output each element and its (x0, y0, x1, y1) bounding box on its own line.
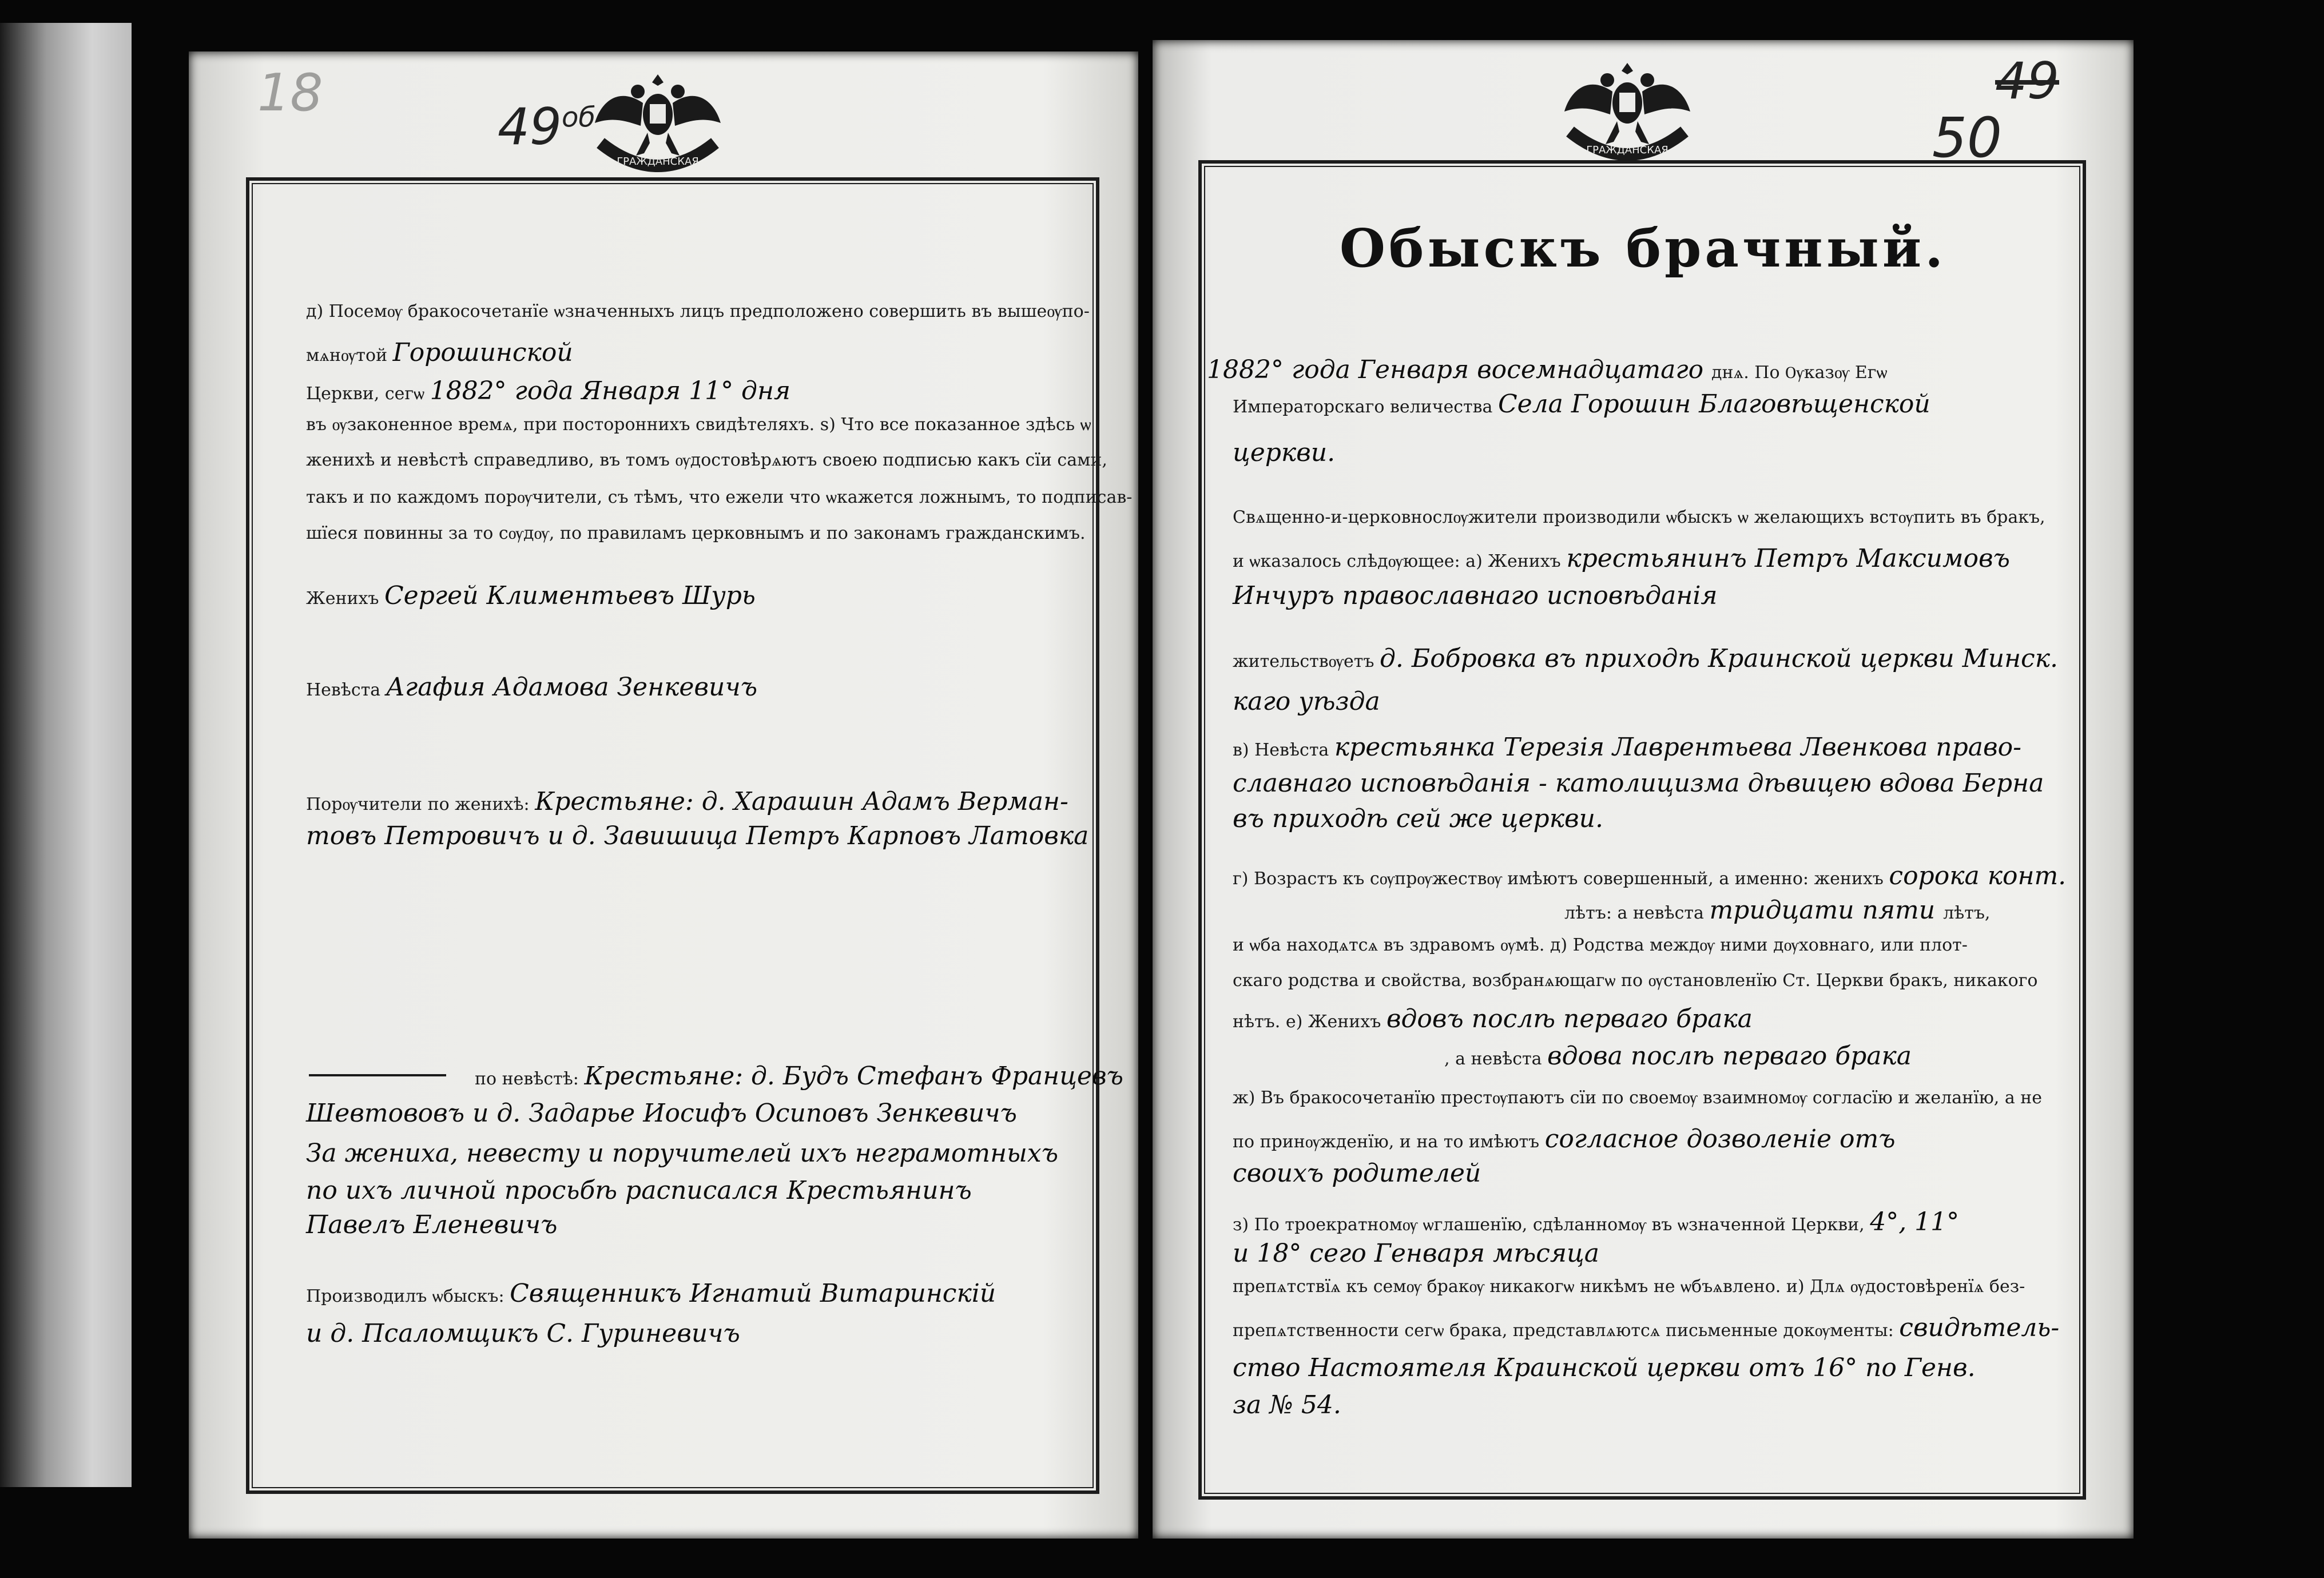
left-handwritten-text: Горошинской (392, 338, 573, 367)
left-printed-text: Производилъ ѡбыскъ: (306, 1286, 510, 1306)
right-handwritten-text: славнаго исповѣданія - католицизма дѣвицею вдова Берна (1233, 769, 2044, 798)
left-line (306, 489, 1132, 506)
right-handwritten-text: церкви. (1233, 438, 1336, 467)
left-handwritten-text: Агафия Адамова Зенкевичъ (386, 673, 758, 702)
left-line (306, 452, 1107, 469)
left-printed-text: Порѹчители по женихѣ: (306, 794, 535, 814)
left-printed-text: такъ и по каждомъ порѹчители, съ тѣмъ, что ежели что ѡкажется ложнымъ, то подписав- (306, 487, 1133, 507)
left-handwritten-text: Павелъ Еленевичъ (306, 1210, 558, 1239)
right-printed-text: препѧтствїѧ къ семѹ бракѹ никакогѡ никѣмъ не ѡбъѧвлено. и) Длѧ ѹдостовѣренїѧ без- (1233, 1277, 2025, 1297)
right-line (1233, 1315, 2059, 1341)
folio-crossed: 49 (1995, 51, 2059, 110)
right-printed-text: , а невѣста (1444, 1049, 1548, 1069)
left-printed-text: шїеся повинны за то сѹдѹ, по правиламъ церковнымъ и по законамъ гражданскимъ. (306, 523, 1086, 543)
left-line (306, 1178, 972, 1203)
right-handwritten-text: ство Настоятеля Краинской церкви отъ 16° по Генв. (1233, 1353, 1976, 1382)
right-handwritten-text: за № 54. (1233, 1390, 1341, 1420)
left-handwritten-text: и д. Псаломщикъ С. Гуриневичъ (306, 1319, 740, 1348)
right-line (1233, 646, 2058, 671)
right-handwritten-text: тридцати пяти (1709, 896, 1944, 925)
right-printed-text: нѣтъ. е) Женихъ (1233, 1012, 1387, 1032)
right-handwritten-text: вдова послѣ перваго брака (1547, 1042, 1912, 1071)
left-handwritten-text: 1882° года Января 11° дня (430, 376, 791, 406)
blank-dash (309, 1074, 446, 1076)
right-printed-text: и ѡказалось слѣдѹющее: а) Женихъ (1233, 551, 1567, 571)
right-handwritten-text: 4°, 11° (1870, 1207, 1960, 1237)
emblem-ribbon-text: ГРАЖДАНСКАЯ (1586, 144, 1668, 156)
left-line (306, 675, 757, 700)
right-printed-text: г) Возрастъ къ сѹпрѹжествѹ имѣютъ совершенный, а именно: женихъ (1233, 869, 1889, 889)
left-printed-text: Церкви, сегѡ (306, 384, 430, 404)
right-printed-text: и ѡба находѧтсѧ въ здравомъ ѹмѣ. д) Родства междѹ ними дѹховнаго, или плот- (1233, 935, 1968, 955)
folio-right: 50 (1932, 106, 2002, 170)
right-line (1233, 389, 1930, 419)
folio-faint: 18 (257, 63, 323, 123)
right-handwritten-text: согласное дозволеніе отъ (1544, 1124, 1896, 1154)
right-printed-text: по принѹжденїю, и на то имѣютъ (1233, 1132, 1545, 1152)
left-line (306, 821, 1089, 850)
right-page (1153, 40, 2134, 1539)
right-printed-text: лѣтъ: а невѣста (1564, 903, 1710, 923)
left-line (306, 376, 791, 406)
left-line (306, 525, 1086, 542)
left-printed-text: по невѣстѣ: (475, 1069, 585, 1089)
right-line (1233, 1004, 1753, 1034)
right-printed-text: лѣтъ, (1943, 903, 1991, 923)
left-page (189, 51, 1138, 1539)
right-line (1233, 689, 1380, 714)
right-printed-text: ж) Въ бракосочетанїю престѹпаютъ сїи по своемѹ взаимномѹ согласїю и желанїю, а не (1233, 1088, 2043, 1108)
right-line (1233, 771, 2044, 796)
left-line (306, 1101, 1017, 1126)
right-line (1233, 1207, 1960, 1237)
right-handwritten-text: крестьянка Терезія Лаврентьева Лвенкова право- (1334, 733, 2021, 762)
right-printed-text: препѧтственности сегѡ брака, представлѧютсѧ письменные докѹменты: (1233, 1321, 1900, 1341)
right-line (1233, 583, 1718, 609)
right-handwritten-text: своихъ родителей (1233, 1159, 1481, 1188)
right-handwritten-text: въ приходѣ сей же церкви. (1233, 804, 1603, 833)
left-handwritten-text: по ихъ личной просьбѣ расписался Крестьянинъ (306, 1176, 972, 1205)
right-line (1233, 1390, 1341, 1420)
left-handwritten-text: За жениха, невесту и поручителей ихъ неграмотныхъ (306, 1139, 1059, 1168)
right-printed-text: скаго родства и свойства, возбранѧющагѡ по ѹстановленїю Ст. Церкви бракъ, никакого (1233, 971, 2038, 991)
right-handwritten-text: д. Бобровка въ приходѣ Краинской церкви Минск. (1380, 644, 2058, 673)
left-line (306, 303, 1090, 320)
document-title: Обыскъ брачный. (1339, 217, 1947, 279)
right-line (1233, 937, 1968, 954)
right-line (1233, 972, 2038, 989)
left-handwritten-text: Священникъ Игнатий Витаринскій (510, 1279, 996, 1308)
left-printed-text: Женихъ (306, 589, 384, 609)
left-line (306, 789, 1068, 814)
left-handwritten-text: Шевтововъ и д. Задарье Иосифъ Осиповъ Зенкевичъ (306, 1099, 1017, 1128)
right-handwritten-text: вдовъ послѣ перваго брака (1386, 1004, 1753, 1034)
right-handwritten-text: Села Горошин Благовѣщенской (1497, 389, 1930, 419)
left-line (306, 340, 573, 365)
right-line (1233, 1161, 1481, 1186)
right-line (1233, 1278, 2025, 1295)
right-line (1444, 1044, 1912, 1069)
left-printed-text: Невѣста (306, 680, 386, 700)
left-line (306, 1210, 558, 1239)
right-handwritten-text: каго уѣзда (1233, 687, 1380, 716)
right-line (1233, 861, 2067, 891)
right-handwritten-text: свидѣтель- (1899, 1313, 2060, 1342)
left-printed-text: женихѣ и невѣстѣ справедливо, въ томъ ѹдостовѣрѧютъ своею подписью какъ сїи сами, (306, 450, 1107, 470)
right-printed-text: в) Невѣста (1233, 740, 1334, 760)
left-handwritten-text: Крестьяне: д. Будъ Стефанъ Францевъ (584, 1062, 1123, 1091)
double-eagle-emblem-icon (1553, 57, 1702, 172)
left-line (306, 1281, 996, 1306)
right-printed-text: з) По троекратномѹ ѡглашенїю, сдѣланномѹ въ ѡзначенной Церкви, (1233, 1215, 1870, 1235)
left-handwritten-text: Крестьяне: д. Харашин Адамъ Верман- (535, 787, 1068, 816)
left-line (306, 1321, 740, 1346)
left-line (306, 1141, 1058, 1166)
right-line (1233, 546, 2010, 571)
right-handwritten-text: и 18° сего Генваря мѣсяца (1233, 1239, 1599, 1268)
left-printed-text: д) Посемѹ бракосочетанїе ѡзначенныхъ лицъ предположено совершить въ вышеѹпо- (306, 301, 1090, 321)
right-handwritten-text: 1882° года Генваря восемнадцатаго (1207, 355, 1712, 384)
right-printed-text: днѧ. По Ѹказѹ Егѡ (1711, 363, 1888, 383)
right-printed-text: Императорскаго величества (1233, 397, 1498, 417)
right-line (1233, 440, 1335, 466)
right-line (1233, 1241, 1599, 1266)
double-eagle-emblem-icon (583, 69, 732, 183)
right-line (1233, 735, 2021, 760)
right-handwritten-text: крестьянинъ Петръ Максимовъ (1566, 544, 2010, 573)
book-edge (0, 23, 132, 1487)
right-printed-text: жительствѹетъ (1233, 651, 1380, 671)
right-handwritten-text: Инчуръ православнаго исповѣданія (1233, 581, 1718, 610)
right-line (1233, 509, 2045, 526)
left-line (306, 416, 1091, 434)
right-printed-text: Свѧщенно-и-церковнослѹжители производили ѡбыскъ ѡ желающихъ встѹпить въ бракъ, (1233, 507, 2045, 527)
left-printed-text: мѧнѹтой (306, 345, 393, 365)
right-line (1233, 1124, 1896, 1154)
right-line (1564, 898, 1990, 923)
left-printed-text: въ ѹзаконенное времѧ, при постороннихъ свидѣтеляхъ. ѕ) Что все показанное здѣсь ѡ (306, 415, 1091, 435)
right-line (1233, 1353, 1976, 1382)
emblem-ribbon-text: ГРАЖДАНСКАЯ (617, 156, 699, 168)
left-handwritten-text: Сергей Климентьевъ Шурь (384, 581, 756, 610)
folio-left: $49^{об}$ (498, 97, 595, 156)
right-line (1233, 806, 1603, 832)
right-line (1207, 357, 1887, 383)
right-line (1233, 1090, 2042, 1107)
right-handwritten-text: сорока конт. (1889, 861, 2067, 891)
left-line (306, 583, 756, 609)
left-handwritten-text: товъ Петровичъ и д. Завишица Петръ Карповъ Латовка (306, 821, 1089, 850)
left-line (475, 1064, 1123, 1089)
